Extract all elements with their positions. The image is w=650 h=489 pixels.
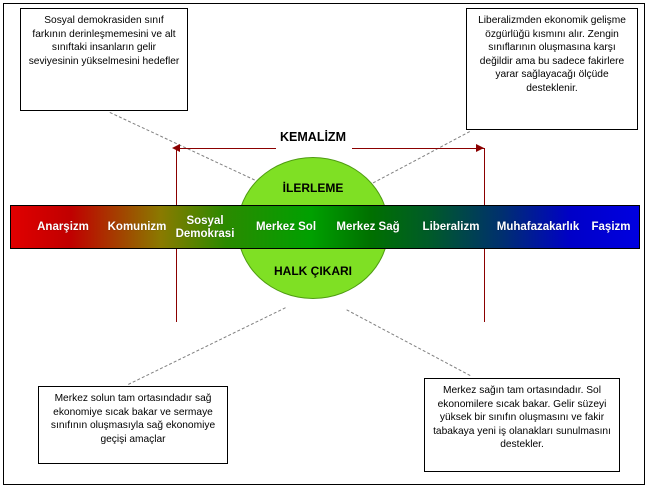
callout-top-right: Liberalizmden ekonomik gelişme özgürlüğü kısmını alır. Zengin sınıflarının oluşmasına karşı değildir ama bu sadece fakirlere yarar sağlayacağı ölçüde desteklenir. (466, 8, 638, 130)
segment-label: Anarşizm (37, 221, 89, 233)
segment-label: Merkez Sağ (336, 221, 400, 233)
callout-bottom-left: Merkez solun tam ortasındadır sağ ekonomiye sıcak bakar ve sermaye sınıfının oluşmasıyla sağ ekonomiye geçişi amaçlar (38, 386, 228, 464)
segment-label-line1: Sosyal (186, 215, 224, 227)
bracket-arrow-right-icon (476, 144, 484, 152)
center-label-top: İLERLEME (282, 181, 344, 195)
bracket-line-right (352, 148, 484, 149)
spectrum-segment-sosyal-demokrasi (163, 215, 247, 241)
segment-label: Muhafazakarlık (496, 221, 580, 233)
spectrum-segment-merkez-sag (324, 221, 412, 233)
callout-bottom-right: Merkez sağın tam ortasındadır. Sol ekonomilere sıcak bakar. Gelir süzeyi yüksek bir sınıfın oluşmasını ve fakir tabakaya yeni iş olanakları sunulmasını destekler. (424, 378, 620, 472)
segment-label-line2: Demokrasi (175, 228, 235, 240)
spectrum-segment-fasizm (581, 221, 641, 233)
bracket-line-left (176, 148, 276, 149)
spectrum-segment-muhafazakarlik (483, 221, 593, 233)
segment-label: Komunizm (107, 221, 167, 233)
spectrum-segment-liberalizm (407, 221, 495, 233)
callout-top-left: Sosyal demokrasiden sınıf farkının derinleşmemesini ve alt sınıftaki insanların gelir seviyesinin yükselmesini hedefler (20, 8, 188, 111)
segment-label: Faşizm (591, 221, 631, 233)
bracket-label: KEMALİZM (280, 130, 346, 144)
political-spectrum-bar (10, 205, 640, 249)
segment-label: Liberalizm (422, 221, 480, 233)
segment-label: Merkez Sol (255, 221, 317, 233)
spectrum-segment-merkez-sol (242, 221, 330, 233)
center-label-bottom: HALK ÇIKARI (274, 264, 352, 278)
